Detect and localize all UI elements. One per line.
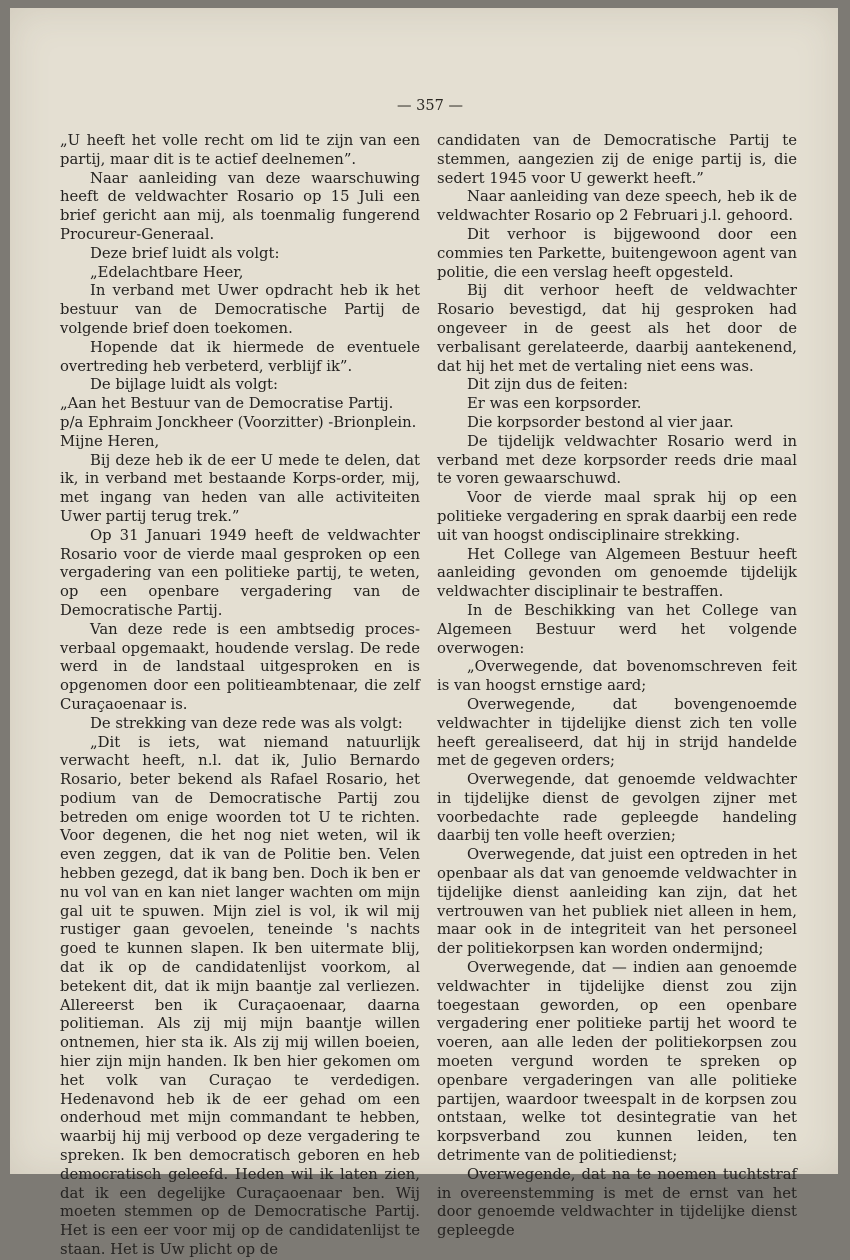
paragraph: Overwegende, dat genoemde veldwachter in tijdelijke dienst de gevolgen zijner met voorbedachte rade gepleegde handeling daarbij ten volle heeft overzien; — [437, 771, 797, 845]
document-page — [10, 8, 838, 1259]
paragraph: „Overwegende, dat bovenomschreven feit is van hoogst ernstige aard; — [437, 658, 797, 695]
paragraph: „Edelachtbare Heer, — [90, 263, 244, 281]
paragraph: Op 31 Januari 1949 heeft de veldwachter Rosario voor de vierde maal gesproken op een vergadering van een politieke partij, te weten, op een openbare vergadering van de Democratische Partij. — [60, 526, 420, 619]
paragraph: Bij dit verhoor heeft de veldwachter Rosario bevestigd, dat hij gesproken had ongeveer in de geest als het door de verbalisant gerelateerde, daarbij aantekenend, dat hij het met de vertaling niet eens was. — [437, 282, 797, 375]
paragraph: Die korpsorder bestond al vier jaar. — [467, 413, 734, 431]
paragraph: Bij deze heb ik de eer U mede te delen, dat ik, in verband met bestaande Korps-order, mij, met ingang van heden van alle activiteiten Uwer partij terug trek.” — [60, 451, 420, 525]
paragraph: Mijne Heren, — [60, 432, 160, 450]
page-number: — 357 — — [397, 98, 463, 114]
right-column — [437, 132, 797, 1241]
paragraph: Dit zijn dus de feiten: — [467, 376, 629, 394]
paragraph: Overwegende, dat bovengenoemde veldwachter in tijdelijke dienst zich ten volle heeft gerealiseerd, dat hij in strijd handelde met de gegeven orders; — [437, 695, 797, 770]
paragraph: candidaten van de Democratische Partij te stemmen, aangezien zij de enige partij is, die sedert 1945 voor U gewerkt heeft.” — [437, 132, 797, 187]
paragraph: De strekking van deze rede was als volgt: — [90, 714, 403, 732]
paragraph: Van deze rede is een ambtsedig proces-verbaal opgemaakt, houdende verslag. De rede werd in de landstaal uitgesproken en is opgenomen door een politieambtenaar, die zelf Curaçaoenaar is. — [60, 620, 420, 713]
paragraph: Overwegende, dat — indien aan genoemde veldwachter in tijdelijke dienst zou zijn toegestaan geworden, op een openbare vergadering ener politieke partij het woord te voeren, aan alle leden der politiekorpsen zou moeten vergund worden te spreken op openbare vergaderingen van alle politieke partijen, waardoor tweespalt in de korpsen zou ontstaan, welke tot desintegratie van het korpsverband zou kunnen leiden, ten detrimente van de politiedienst; — [437, 959, 797, 1165]
paragraph: In verband met Uwer opdracht heb ik het bestuur van de Democratische Partij de volgende brief doen toekomen. — [60, 282, 420, 337]
paragraph: Dit verhoor is bijgewoond door een commies ten Parkette, buitengewoon agent van politie, die een verslag heeft opgesteld. — [437, 225, 797, 281]
paragraph: Naar aanleiding van deze speech, heb ik de veldwachter Rosario op 2 Februari j.l. gehoord. — [437, 188, 797, 225]
paragraph: Het College van Algemeen Bestuur heeft aanleiding gevonden om genoemde tijdelijk veldwachter disciplinair te bestraffen. — [437, 545, 797, 601]
paragraph: In de Beschikking van het College van Algemeen Bestuur werd het volgende overwogen: — [437, 601, 797, 657]
left-column — [60, 132, 420, 1260]
paragraph: De bijlage luidt als volgt: — [90, 376, 278, 394]
paragraph: p/a Ephraim Jonckheer (Voorzitter) -Brionplein. — [60, 413, 417, 431]
paragraph: Overwegende, dat juist een optreden in het openbaar als dat van genoemde veldwachter in tijdelijke dienst aanleiding kan zijn, dat het vertrouwen van het publiek niet alleen in hem, maar ook in de integriteit van het personeel der politiekorpsen kan worden ondermijnd; — [437, 846, 797, 958]
paragraph: „Aan het Bestuur van de Democratise Partij. — [60, 395, 394, 413]
paragraph: Naar aanleiding van deze waarschuwing heeft de veldwachter Rosario op 15 Juli een brief gericht aan mij, als toenmalig fungerend Procureur-Generaal. — [60, 169, 420, 243]
paragraph: „Dit is iets, wat niemand natuurlijk verwacht heeft, n.l. dat ik, Julio Bernardo Rosario, beter bekend als Rafael Rosario, het podium van de Democratische Partij zou betreden om enige woorden tot U te richten. Voor degenen, die het nog niet weten, wil ik even zeggen, dat ik van de Politie ben. Velen hebben gezegd, dat ik bang ben. Doch ik ben er nu vol van en kan niet langer wachten om mijn gal uit te spuwen. Mijn ziel is vol, ik wil mij rustiger gaan gevoelen, teneinde 's nachts goed te kunnen slapen. Ik ben uitermate blij, dat ik op de candidatenlijst voorkom, al betekent dit, dat ik mijn baantje zal verliezen. Allereerst ben ik Curaçaoenaar, daarna politieman. Als zij mij mijn baantje willen ontnemen, hier sta ik. Als zij mij willen boeien, hier zijn mijn handen. Ik ben hier gekomen om het volk van Curaçao te verdedigen. Hedenavond heb ik de eer gehad om een onderhoud met mijn commandant te hebben, waarbij hij mij verbood op deze vergadering te spreken. Ik ben democratisch geboren en heb democratisch geleefd. Heden wil ik laten zien, dat ik een degelijke Curaçaoenaar ben. Wij moeten stemmen op de Democratische Partij. Het is een eer voor mij op de candidatenlijst te staan. Het is Uw plicht op de — [60, 733, 420, 1259]
paragraph: „U heeft het volle recht om lid te zijn van een partij, maar dit is te actief deelnemen”. — [60, 132, 420, 168]
paragraph: Deze brief luidt als volgt: — [90, 244, 280, 262]
paragraph: De tijdelijk veldwachter Rosario werd in verband met deze korpsorder reeds drie maal te voren gewaarschuwd. — [437, 432, 797, 488]
paragraph: Voor de vierde maal sprak hij op een politieke vergadering en sprak daarbij een rede uit van hoogst ondisciplinaire strekking. — [437, 489, 797, 544]
paragraph: Er was een korpsorder. — [467, 395, 642, 413]
paragraph: Overwegende, dat na te noemen tuchtstraf in overeenstemming is met de ernst van het door genoemde veldwachter in tijdelijke dienst gepleegde — [437, 1165, 797, 1240]
paragraph: Hopende dat ik hiermede de eventuele overtreding heb verbeterd, verblijf ik”. — [60, 338, 420, 375]
